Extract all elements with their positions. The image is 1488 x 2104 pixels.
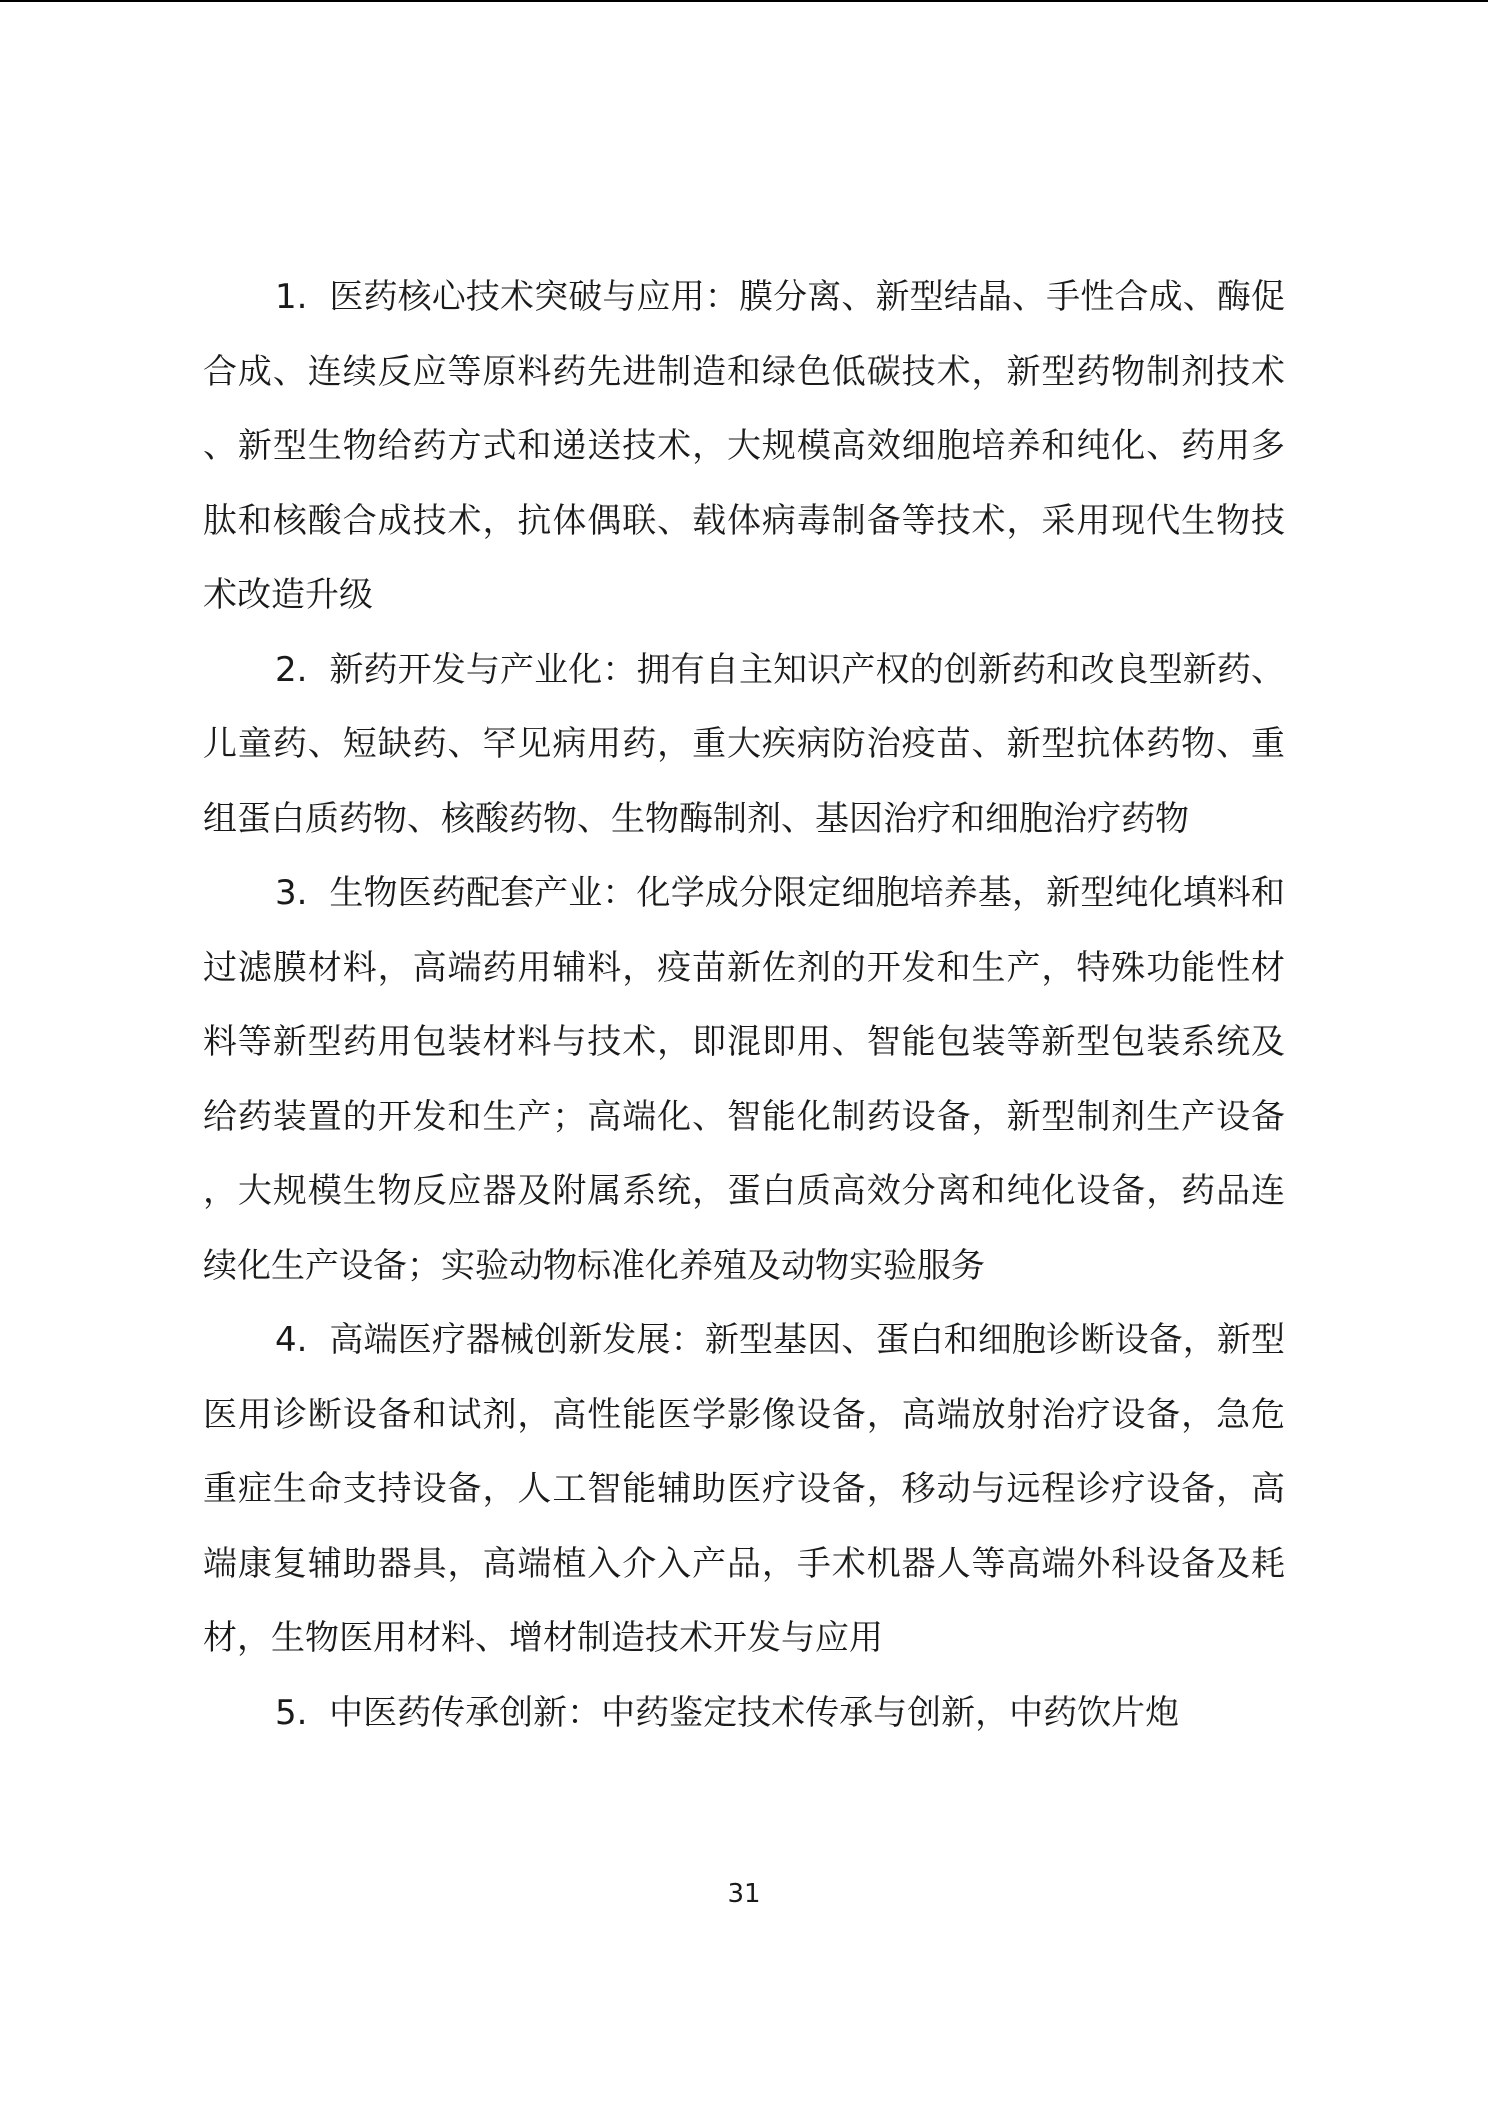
list-item-2 [203,633,1285,857]
list-item-1 [203,260,1285,633]
document-body [203,260,1285,1750]
item-number: 4. [275,1320,308,1360]
item-text: 高端医疗器械创新发展：新型基因、蛋白和细胞诊断设备，新型医用诊断设备和试剂，高性能医学影像设备，高端放射治疗设备，急危重症生命支持设备，人工智能辅助医疗设备，移动与远程诊疗设备，高端康复辅助器具，高端植入介入产品，手术机器人等高端外科设备及耗材，生物医用材料、增材制造技术开发与应用 [203,1320,1285,1658]
item-text: 新药开发与产业化：拥有自主知识产权的创新药和改良型新药、儿童药、短缺药、罕见病用药，重大疾病防治疫苗、新型抗体药物、重组蛋白质药物、核酸药物、生物酶制剂、基因治疗和细胞治疗药物 [203,649,1285,839]
item-text: 生物医药配套产业：化学成分限定细胞培养基，新型纯化填料和过滤膜材料，高端药用辅料，疫苗新佐剂的开发和生产，特殊功能性材料等新型药用包装材料与技术，即混即用、智能包装等新型包装系统及给药装置的开发和生产；高端化、智能化制药设备，新型制剂生产设备，大规模生物反应器及附属系统，蛋白质高效分离和纯化设备，药品连续化生产设备；实验动物标准化养殖及动物实验服务 [203,873,1285,1286]
item-number: 3. [275,873,308,913]
item-text: 中医药传承创新：中药鉴定技术传承与创新，中药饮片炮 [329,1692,1180,1733]
item-number: 2. [275,649,308,690]
item-number: 5. [275,1692,308,1733]
list-item-4 [203,1303,1285,1676]
list-item-5 [203,1676,1285,1751]
item-number: 1. [275,277,308,317]
list-item-3 [203,856,1285,1303]
item-text: 医药核心技术突破与应用：膜分离、新型结晶、手性合成、酶促合成、连续反应等原料药先进制造和绿色低碳技术，新型药物制剂技术、新型生物给药方式和递送技术，大规模高效细胞培养和纯化、药用多肽和核酸合成技术，抗体偶联、载体病毒制备等技术，采用现代生物技术改造升级 [203,277,1285,615]
page-number: 31 [727,1879,761,1909]
